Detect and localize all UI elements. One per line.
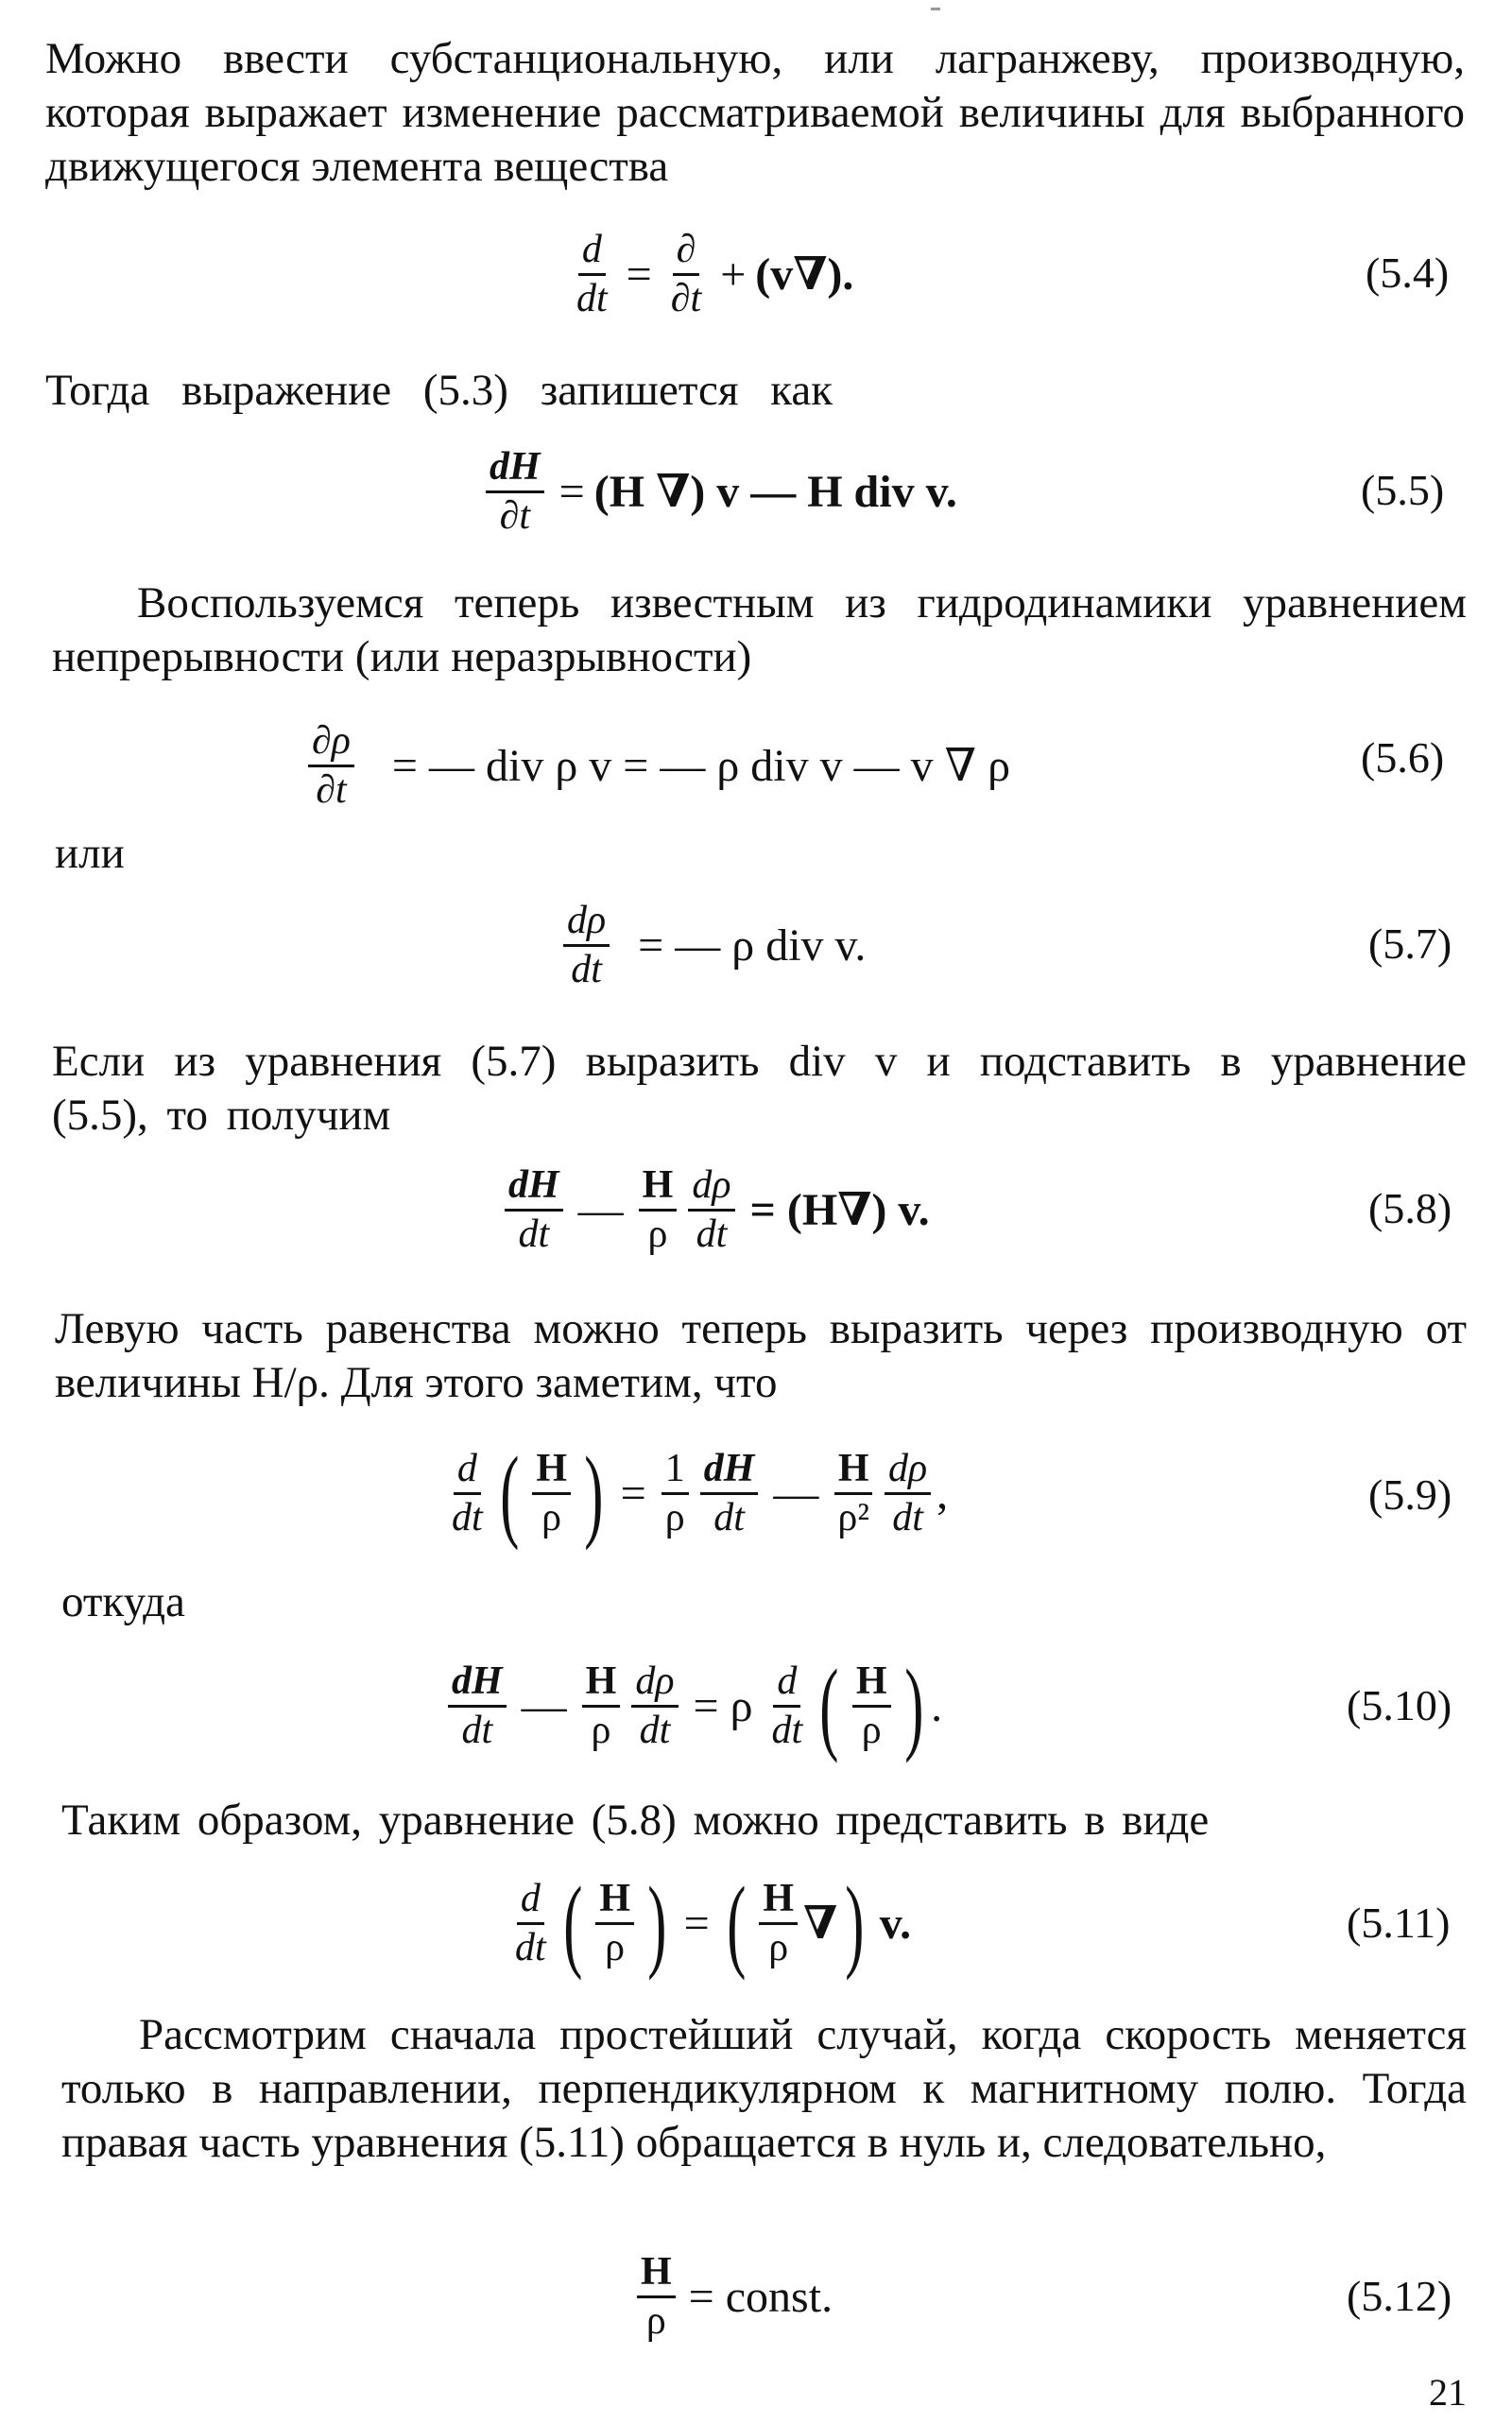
paragraph-substantial-derivative: Можно ввести субстанциональную, или лагранжеву, производную, которая выражает изменение рассматриваемой величины для выбранного движущегося элемента вещества [45,34,1465,191]
equation-5-9: $\frac{d}{dt}$ ( $\frac{H}{\rho}$ ) = $\frac{1}{\rho}$ $\frac{dH}{dt}$ — $\frac{H}{\text{ρ²}}$ $\frac{d\rho}{dt}$ , [442,1441,948,1545]
equation-5-4: $\frac{d}{dt}$ = $\frac{\partial}{\partial t}$ + (v∇). [567,222,853,326]
fraction: $\frac{H}{\rho}$ [637,2251,676,2341]
paragraph-or: или [55,829,125,878]
equation-5-8: $\frac{dH}{dt}$ — $\frac{H}{\rho}$ $\frac{d\rho}{dt}$ = (H∇) v. [499,1158,930,1262]
fraction: $\frac{1}{\rho}$ [662,1448,689,1538]
paragraph-whence: откуда [61,1577,185,1626]
paragraph-continuity: Воспользуемся теперь известным из гидродинамики уравнением непрерывности (или неразрывности) [52,578,1467,681]
equation-number: (5.10) [1347,1681,1452,1729]
fraction: $\frac{H}{\rho}$ [759,1878,798,1968]
scan-mark [931,8,940,10]
equation-number: (5.12) [1347,2272,1452,2320]
equation-number: (5.8) [1368,1184,1452,1232]
equation-5-6: $\frac{\partial\rho}{\partial t}$ = — div ρ v = — ρ div v — v ∇ ρ [302,713,1010,817]
equation-5-5: $\frac{dH}{\partial t}$ = (H ∇) v — H div v. [480,439,957,543]
fraction: $\frac{d\rho}{dt}$ [631,1660,678,1750]
equation-number: (5.11) [1347,1899,1451,1947]
fraction: $\frac{dH}{dt}$ [505,1164,563,1254]
fraction: $\frac{d\rho}{dt}$ [885,1448,931,1538]
fraction: $\frac{d}{dt}$ [771,1659,803,1752]
fraction: $\frac{H}{\rho}$ [532,1448,571,1538]
fraction: $\frac{d\rho}{dt}$ [563,900,610,989]
fraction: $\frac{\partial}{\partial t}$ [670,228,702,320]
fraction: $\frac{H}{\rho}$ [582,1660,621,1750]
fraction: $\frac{d}{dt}$ [576,228,608,320]
equation-number: (5.5) [1361,466,1445,514]
fraction: $\frac{d}{dt}$ [452,1447,483,1539]
paragraph-expression: Тогда выражение (5.3) запишется как [45,366,833,415]
page-number: 21 [1429,2371,1467,2414]
equation-5-11: $\frac{d}{dt}$ ( $\frac{H}{\rho}$ ) = ( $\frac{H}{\rho}$ ∇ ) v. [506,1871,911,1975]
equation-number: (5.9) [1368,1470,1452,1519]
equation-5-7: $\frac{d\rho}{dt}$ = — ρ div v. [558,893,866,997]
fraction: $\frac{\partial\rho}{\partial t}$ [308,720,354,810]
fraction: $\frac{dH}{\partial t}$ [486,446,544,536]
fraction: $\frac{dH}{dt}$ [448,1660,507,1750]
paragraph-substitute: Если из уравнения (5.7) выразить div v и подставить в уравнение (5.5), то получим [52,1037,1467,1140]
equation-5-12: $\frac{H}{\rho}$ = const. [631,2244,833,2348]
fraction: $\frac{H}{\rho}$ [852,1660,891,1750]
paragraph-left-part: Левую часть равенства можно теперь выразить через производную от величины H/ρ. Для этого заметим, что [55,1304,1467,1407]
fraction: $\frac{H}{\text{ρ²}}$ [833,1448,873,1538]
paragraph-simplest-case: Рассмотрим сначала простейший случай, когда скорость меняется только в направлении, перпендикулярном к магнитному полю. Тогда правая часть уравнения (5.11) обращается в нуль и, следовательно, [61,2010,1467,2167]
fraction: $\frac{H}{\rho}$ [595,1878,634,1968]
fraction: $\frac{d\rho}{dt}$ [688,1164,734,1254]
equation-number: (5.7) [1368,920,1452,968]
equation-5-10: $\frac{dH}{dt}$ — $\frac{H}{\rho}$ $\frac{d\rho}{dt}$ = ρ $\frac{d}{dt}$ ( $\frac{H}{\rho}$ ) . [442,1654,942,1758]
equation-number: (5.4) [1366,249,1450,297]
fraction: $\frac{dH}{dt}$ [700,1448,759,1538]
paragraph-thus: Таким образом, уравнение (5.8) можно представить в виде [61,1796,1210,1845]
fraction: $\frac{H}{\rho}$ [639,1164,678,1254]
fraction: $\frac{d}{dt}$ [515,1877,546,1969]
equation-number: (5.6) [1361,733,1445,782]
